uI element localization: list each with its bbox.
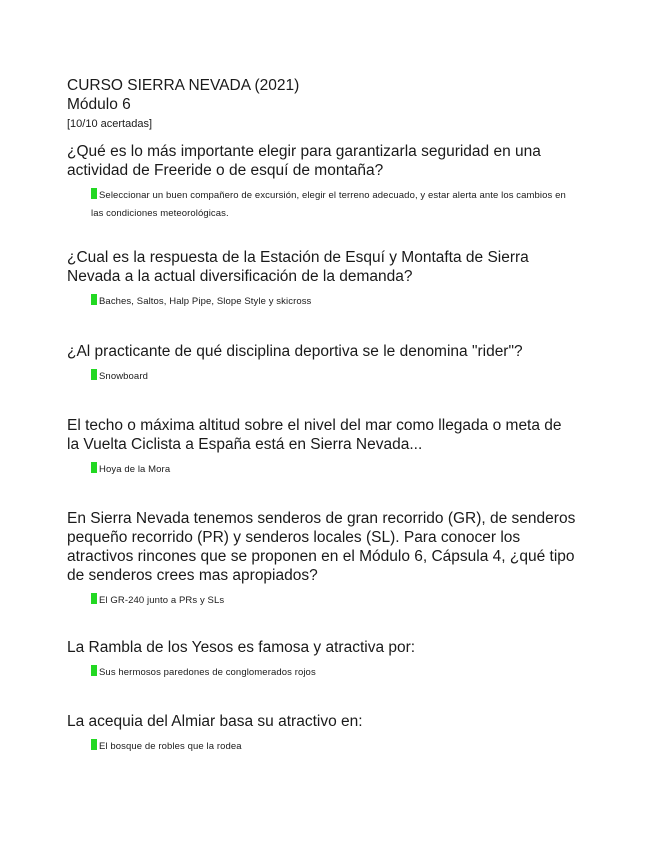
question-5: [67, 509, 577, 610]
correct-marker-icon: [91, 188, 97, 199]
correct-marker-icon: [91, 665, 97, 676]
correct-marker-icon: [91, 294, 97, 305]
correct-marker-icon: [91, 739, 97, 750]
score-summary: [10/10 acertadas]: [67, 118, 153, 130]
correct-marker-icon: [91, 369, 97, 380]
correct-marker-icon: [91, 462, 97, 473]
question-7: [67, 712, 577, 756]
question-text: La Rambla de los Yesos es famosa y atractiva por:: [67, 639, 416, 656]
answer: [91, 738, 577, 756]
answer: [91, 187, 577, 223]
answer-text: El bosque de robles que la rodea: [99, 741, 242, 752]
correct-marker-icon: [91, 593, 97, 604]
answer-text: Sus hermosos paredones de conglomerados rojos: [99, 667, 316, 678]
answer-text: Snowboard: [99, 371, 148, 382]
question-text: En Sierra Nevada tenemos senderos de gran recorrido (GR), de senderos pequeño recorrido (PR) y senderos locales (SL). Para conocer los atractivos rincones que se proponen en el Módulo 6, Cápsula 4, ¿qué tipo de senderos crees mas apropiados?: [67, 510, 576, 584]
module-title: Módulo 6: [67, 96, 131, 113]
course-title: CURSO SIERRA NEVADA (2021): [67, 77, 300, 94]
question-text: El techo o máxima altitud sobre el nivel del mar como llegada o meta de la Vuelta Ciclista a España está en Sierra Nevada...: [67, 417, 562, 453]
question-6: [67, 638, 577, 682]
answer: [91, 368, 577, 386]
answer: [91, 592, 577, 610]
answer-text: Baches, Saltos, Halp Pipe, Slope Style y skicross: [99, 296, 312, 307]
question-text: ¿Qué es lo más importante elegir para garantizarla seguridad en una actividad de Freeride o de esquí de montaña?: [67, 143, 541, 179]
quiz-document: [67, 76, 587, 752]
answer: [91, 293, 577, 311]
answer-text: Seleccionar un buen compañero de excursión, elegir el terreno adecuado, y estar alerta ante los cambios en las condiciones meteorológicas.: [91, 190, 566, 219]
answer: [91, 461, 577, 479]
question-text: ¿Cual es la respuesta de la Estación de Esquí y Montafta de Sierra Nevada a la actual diversificación de la demanda?: [67, 249, 529, 285]
answer: [91, 664, 577, 682]
question-text: La acequia del Almiar basa su atractivo en:: [67, 713, 363, 730]
question-2: [67, 248, 577, 311]
question-1: [67, 142, 577, 223]
question-text: ¿Al practicante de qué disciplina deportiva se le denomina "rider"?: [67, 343, 523, 360]
question-4: [67, 416, 577, 479]
answer-text: Hoya de la Mora: [99, 464, 171, 475]
question-3: [67, 342, 577, 386]
answer-text: El GR-240 junto a PRs y SLs: [99, 595, 225, 606]
